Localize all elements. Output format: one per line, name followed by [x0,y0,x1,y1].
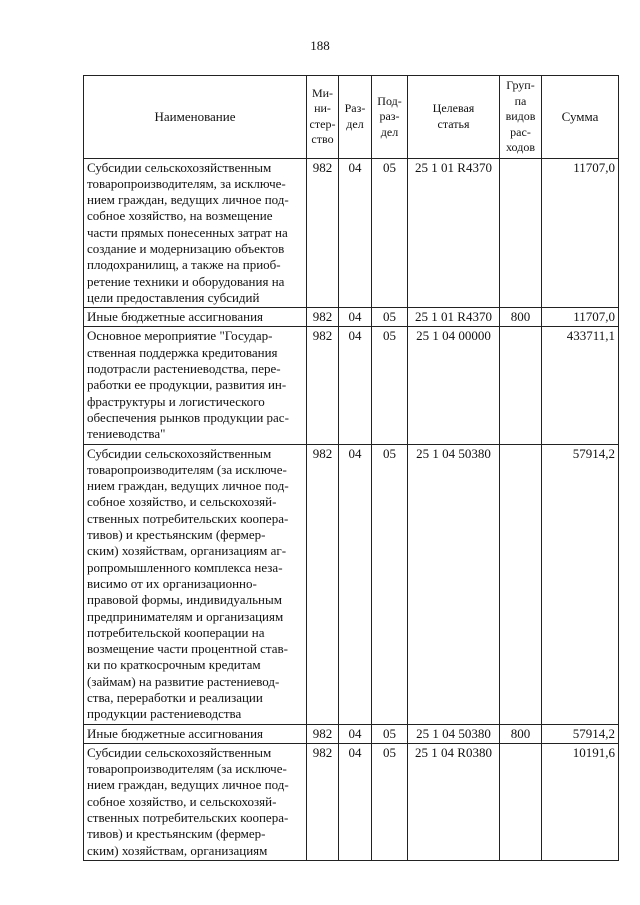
row-name-line: тениеводства" [87,426,166,442]
row-name-line: ропромышленного комплекса неза- [87,559,283,575]
row-name-line: потребительской кооперации на [87,624,265,640]
row-subsection: 05 [372,743,408,860]
row-group [500,327,542,444]
row-target: 25 1 01 R4370 [408,308,500,327]
row-name-line: Субсидии сельскохозяйственным [87,445,272,461]
row-subsection: 05 [372,308,408,327]
row-name-line: работки ее продукции, развития ин- [87,377,287,393]
row-name-line: предпринимателям и организациям [87,608,284,624]
row-group: 800 [500,724,542,743]
row-name-line: Субсидии сельскохозяйственным [87,159,272,175]
row-name-line: ства, переработки и реализации [87,690,263,705]
row-ministry: 982 [307,308,339,327]
row-name-line: Субсидии сельскохозяйственным [87,744,272,760]
row-ministry: 982 [307,444,339,724]
row-ministry: 982 [307,158,339,308]
row-name-line: нием граждан, ведущих личное под- [87,478,289,494]
row-group [500,158,542,308]
row-name-line: нием граждан, ведущих личное под- [87,777,289,793]
row-name [84,743,307,860]
row-section: 04 [339,158,372,308]
header-ministry: Ми- ни- стер- ство [307,76,339,159]
row-name-line: собное хозяйство, и сельскохозяй- [87,793,277,809]
row-sum: 10191,6 [542,743,619,860]
table-row [84,308,619,327]
row-target: 25 1 04 50380 [408,444,500,724]
header-name: Наименование [84,76,307,159]
row-name-line: ским) хозяйствам, организациям [87,842,268,858]
row-name-line: плодохранилищ, а также на приоб- [87,257,281,273]
row-group [500,743,542,860]
row-name-line: товаропроизводителям, за исключе- [87,175,286,191]
row-group [500,444,542,724]
row-name-line: цели предоставления субсидий [87,289,260,305]
row-name-line: товаропроизводителям (за исключе- [87,461,287,477]
row-section: 04 [339,743,372,860]
row-name-line: Иные бюджетные ассигнования [87,725,264,741]
row-name-line: тивов) и крестьянским (фермер- [87,527,266,543]
row-ministry: 982 [307,724,339,743]
table-row [84,444,619,724]
table-row [84,327,619,444]
row-name-line: тивов) и крестьянским (фермер- [87,826,266,842]
row-sum: 11707,0 [542,308,619,327]
row-name-line: создание и модернизацию объектов [87,240,285,256]
row-section: 04 [339,308,372,327]
row-name-line: части прямых понесенных затрат на [87,224,288,240]
row-target: 25 1 04 R0380 [408,743,500,860]
row-name-line: возмещение части процентной став- [87,641,289,657]
row-sum: 57914,2 [542,444,619,724]
header-sum: Сумма [542,76,619,159]
row-sum: 57914,2 [542,724,619,743]
row-section: 04 [339,327,372,444]
row-name [84,444,307,724]
row-target: 25 1 04 50380 [408,724,500,743]
row-subsection: 05 [372,724,408,743]
row-name-line: ретение техники и оборудования на [87,273,285,289]
row-name-line: ственная поддержка кредитования [87,344,278,360]
row-name [84,308,307,327]
row-name [84,724,307,743]
header-section: Раз- дел [339,76,372,159]
table-row [84,158,619,308]
row-name [84,158,307,308]
row-name-line: (займам) на развитие растениевод- [87,673,280,689]
row-sum: 11707,0 [542,158,619,308]
row-group: 800 [500,308,542,327]
row-name-line: висимо от их организационно- [87,575,257,591]
row-section: 04 [339,444,372,724]
row-sum: 433711,1 [542,327,619,444]
row-target: 25 1 01 R4370 [408,158,500,308]
row-target: 25 1 04 00000 [408,327,500,444]
budget-table [83,75,619,861]
table-row [84,743,619,860]
row-name-line: Иные бюджетные ассигнования [87,309,264,325]
row-name-line: ственных потребительских коопера- [87,810,289,826]
row-name-line: нием граждан, ведущих личное под- [87,192,289,208]
row-section: 04 [339,724,372,743]
header-subsection: Под- раз- дел [372,76,408,159]
row-ministry: 982 [307,743,339,860]
header-group: Груп- па видов рас- ходов [500,76,542,159]
row-name-line: ственных потребительских коопера- [87,510,289,526]
row-name-line: фраструктуры и логистического [87,393,265,409]
row-name-line: товаропроизводителям (за исключе- [87,761,287,777]
row-name-line: подотрасли растениеводства, пере- [87,361,281,377]
row-name-line: правовой формы, индивидуальным [87,592,282,608]
row-name-line: ки по краткосрочным кредитам [87,657,261,673]
header-row [84,76,619,159]
table-row [84,724,619,743]
page-number: 188 [310,38,330,53]
row-name [84,327,307,444]
row-subsection: 05 [372,327,408,444]
row-subsection: 05 [372,444,408,724]
row-name-line: обеспечения рынков продукции рас- [87,409,289,425]
row-subsection: 05 [372,158,408,308]
row-name-line: собное хозяйство, на возмещение [87,208,273,224]
row-name-line: Основное мероприятие "Государ- [87,328,273,344]
row-name-line: продукции растениеводства [87,706,242,722]
row-name-line: собное хозяйство, и сельскохозяй- [87,494,277,510]
header-target: Целевая статья [408,76,500,159]
row-ministry: 982 [307,327,339,444]
row-name-line: ским) хозяйствам, организациям аг- [87,543,287,559]
